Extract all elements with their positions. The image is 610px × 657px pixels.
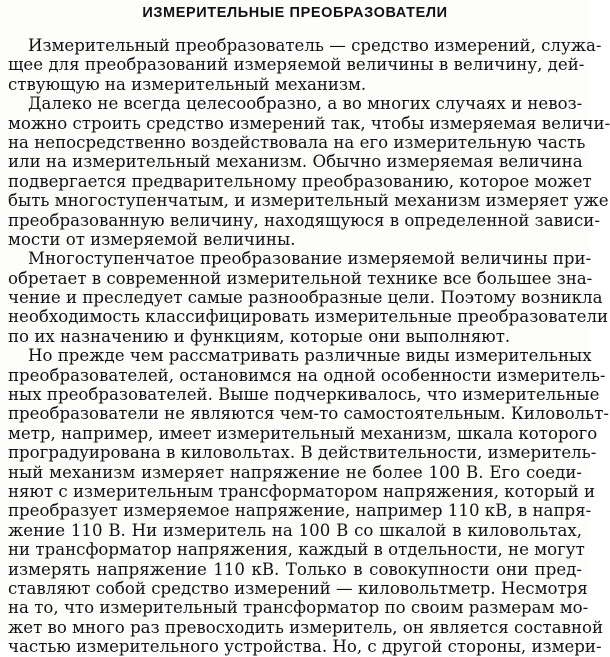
- text-line: жет во много раз превосходить измеритель, он является составной: [8, 617, 604, 637]
- text-line: жение 110 В. Ни измеритель на 100 В со шкалой в киловольтах,: [8, 520, 582, 540]
- text-line: на непосредственно воздействовала на его измерительную часть: [8, 132, 586, 152]
- text-line: подвергается предварительному преобразованию, которое может: [8, 171, 592, 191]
- paragraph: [8, 249, 609, 346]
- text-line: щее для преобразований измеряемой величины в величину, дей-: [8, 55, 585, 75]
- text-line: проградуирована в киловольтах. В действительности, измеритель-: [8, 443, 597, 463]
- text-line: можно строить средство измерений так, чтобы измеряемая величи-: [8, 113, 610, 133]
- text-line: по их назначению и функциям, которые они выполняют.: [8, 326, 511, 346]
- paragraph: [8, 346, 609, 657]
- text-line: обретает в современной измерительной технике все большее зна-: [8, 268, 593, 288]
- text-line: преобразует измеряемое напряжение, например 110 кВ, в напря-: [8, 501, 592, 521]
- text-line: Далеко не всегда целесообразно, а во многих случаях и невоз-: [28, 94, 583, 114]
- text-line: Многоступенчатое преобразование измеряемой величины при-: [28, 249, 592, 269]
- text-line: ствующую на измерительный механизм.: [8, 74, 367, 94]
- text-line: преобразователи не являются чем-то самостоятельным. Киловольт-: [8, 404, 609, 424]
- text-line: Измерительный преобразователь — средство измерений, служа-: [28, 36, 602, 55]
- paragraph: [8, 36, 602, 94]
- text-line: ни трансформатор напряжения, каждый в отдельности, не могут: [8, 540, 585, 560]
- text-line: ный механизм измеряет напряжение не более 100 В. Его соеди-: [8, 462, 582, 482]
- text-line: или на измерительный механизм. Обычно измеряемая величина: [8, 152, 583, 172]
- text-line: ных преобразователей. Выше подчеркивалось, что измерительные: [8, 385, 600, 405]
- text-line: мости от измеряемой величины.: [8, 229, 296, 249]
- text-line: ставляют собой средство измерений — киловольтметр. Несмотря: [8, 578, 588, 598]
- body-text: [8, 36, 610, 657]
- text-line: Но прежде чем рассматривать различные виды измерительных: [28, 346, 592, 366]
- text-line: частью измерительного устройства. Но, с другой стороны, измери-: [8, 637, 602, 657]
- text-line: няют с измерительным трансформатором напряжения, который и: [8, 481, 596, 501]
- text-line: метр, например, имеет измерительный механизм, шкала которого: [8, 423, 598, 443]
- text-line: чение и преследует самые разнообразные цели. Поэтому возникла: [8, 288, 603, 308]
- text-line: быть многоступенчатым, и измерительный механизм измеряет уже: [8, 191, 609, 211]
- paragraph: [8, 94, 610, 249]
- text-line: на то, что измерительный трансформатор по своим размерам мо-: [8, 598, 589, 618]
- text-line: преобразователей, остановимся на одной особенности измеритель-: [8, 365, 606, 385]
- page-title: ИЗМЕРИТЕЛЬНЫЕ ПРЕОБРАЗОВАТЕЛИ: [142, 5, 448, 21]
- text-line: измерять напряжение 110 кВ. Только в совокупности они пред-: [8, 559, 582, 579]
- text-line: преобразованную величину, находящуюся в определенной зависи-: [8, 210, 600, 230]
- text-line: необходимость классифицировать измерительные преобразователи: [8, 307, 609, 327]
